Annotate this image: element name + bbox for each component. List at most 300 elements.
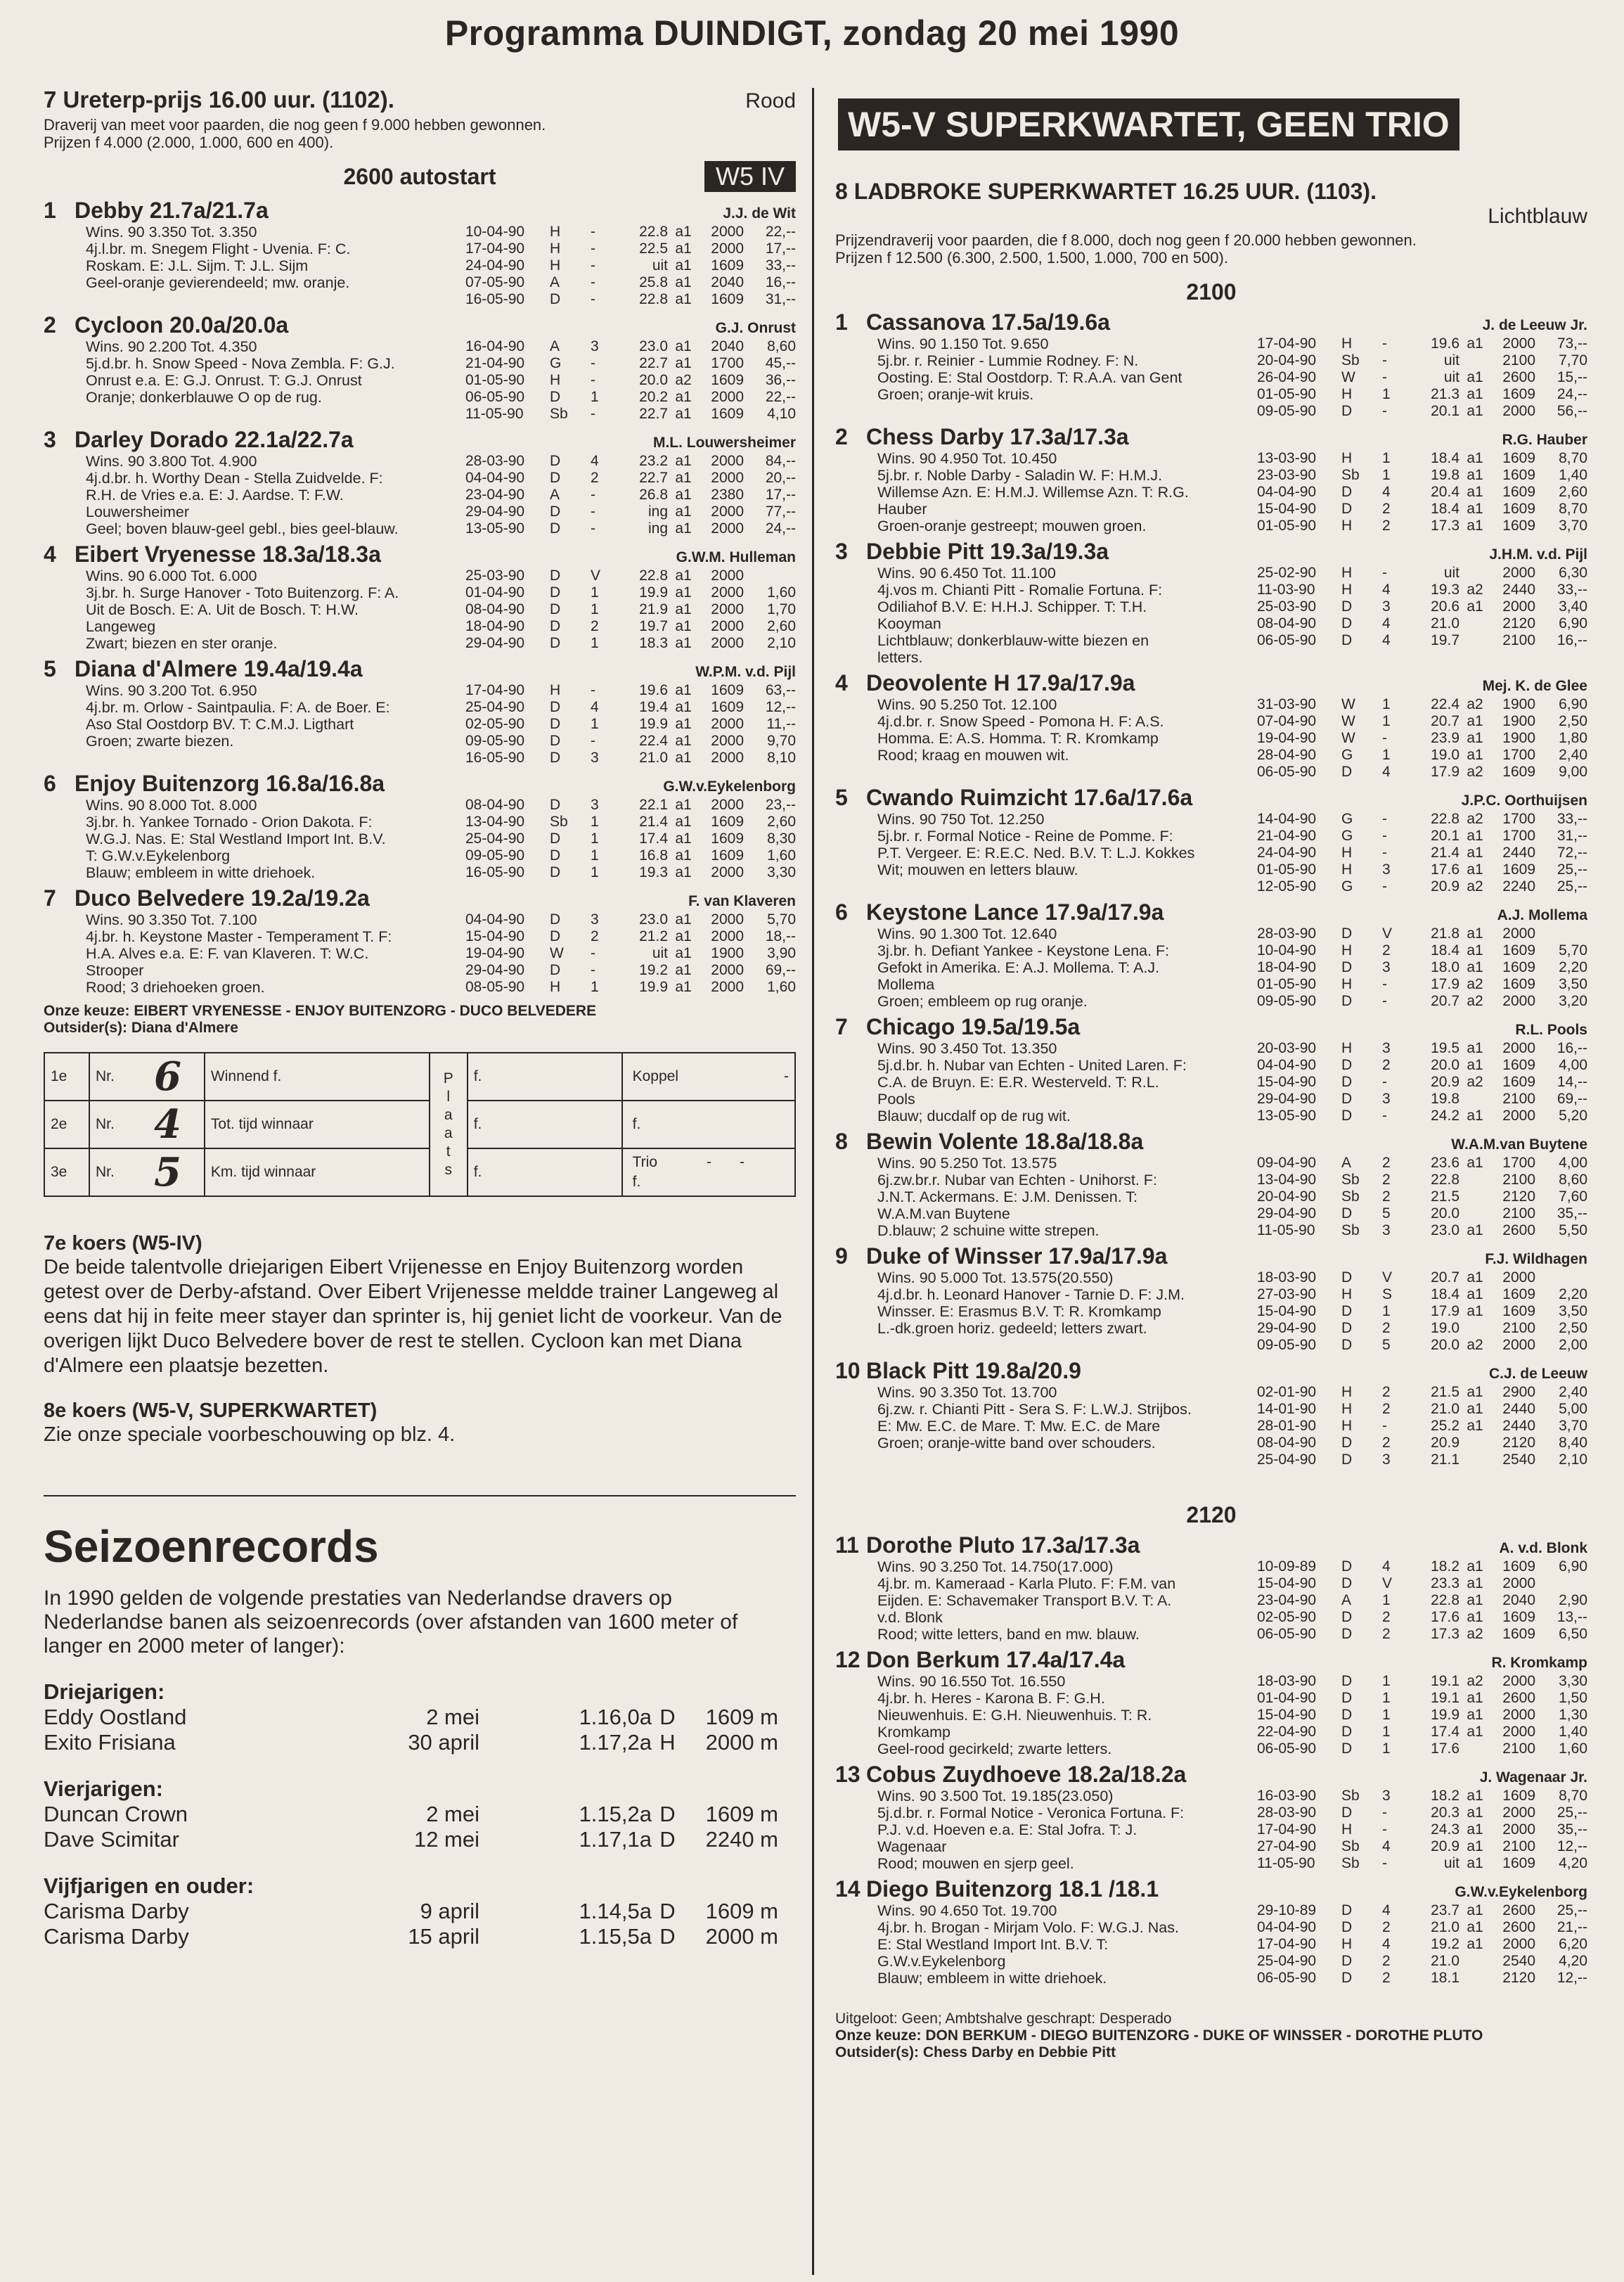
seizoen-record-cell: 1609 m	[705, 1899, 778, 1923]
result-cell: D	[550, 520, 561, 537]
result-cell: 25.8	[639, 274, 668, 290]
horse-info	[44, 682, 465, 767]
result-row	[1257, 1855, 1587, 1872]
result-cell: W	[1341, 713, 1355, 729]
result-cell: 17.4	[1431, 1724, 1459, 1740]
horse-header	[835, 1129, 1587, 1155]
result-row	[1257, 1902, 1587, 1919]
horse-info-line: Wins. 90 8.000 Tot. 8.000	[86, 797, 257, 814]
horse-body	[44, 911, 796, 996]
result-cell: G	[1341, 828, 1353, 844]
result-cell: 19.0	[1431, 1320, 1459, 1336]
horse-info	[835, 925, 1257, 1010]
horse-info-line: Wins. 90 5.250 Tot. 13.575	[877, 1155, 1057, 1172]
result-cell: D	[550, 635, 561, 651]
result-cell: 01-04-90	[465, 584, 525, 601]
horse-name: Duke of Winsser 17.9a/17.9a	[866, 1243, 1168, 1269]
result-cell: 6,50	[1559, 1626, 1587, 1642]
result-cell: Sb	[1341, 352, 1360, 368]
result-cell: 1	[591, 864, 599, 880]
seizoen-record-cell: Duncan Crown	[44, 1802, 188, 1826]
horse-results	[1257, 811, 1587, 895]
result-cell: 17.9	[1431, 976, 1459, 992]
horse-body	[835, 565, 1587, 666]
result-cell: -	[591, 945, 595, 961]
result-cell: D	[1341, 598, 1353, 615]
horse-info-line: Wins. 90 3.250 Tot. 14.750(17.000)	[877, 1558, 1114, 1575]
horse-info-line: L.-dk.groen horiz. gedeeld; letters zwart.	[877, 1320, 1147, 1337]
result-cell: 15-04-90	[1257, 1707, 1317, 1723]
result-cell: 21.8	[1431, 925, 1459, 942]
result-row	[1257, 747, 1587, 764]
result-cell: 2240	[1502, 878, 1535, 895]
horse-header	[835, 424, 1587, 450]
horse-info-line: H.A. Alves e.a. E: F. van Klaveren. T: W.C.	[86, 945, 369, 962]
result-row	[465, 962, 796, 979]
result-cell: 2	[1382, 1626, 1391, 1642]
horse-info-line: Wins. 90 6.450 Tot. 11.100	[877, 565, 1056, 582]
horse-info-line: v.d. Blonk	[877, 1609, 943, 1626]
result-cell: 11-03-90	[1257, 582, 1315, 598]
result-cell: 3,20	[1559, 993, 1587, 1009]
result-cell: D	[550, 911, 561, 928]
result-cell: 2440	[1502, 582, 1535, 598]
result-cell: 21.0	[1431, 1953, 1459, 1969]
horse-name: Darley Dorado 22.1a/22.7a	[75, 427, 354, 452]
result-cell: 2000	[711, 224, 744, 240]
result-cell: D	[550, 716, 561, 732]
result-cell: H	[1341, 518, 1353, 534]
result-cell: 21.9	[639, 601, 668, 617]
result-cell: 2	[1382, 1609, 1391, 1625]
horse-results	[1257, 696, 1587, 781]
result-cell: 20.7	[1431, 1269, 1459, 1286]
result-cell: 19.8	[1431, 1091, 1459, 1107]
result-cell: D	[550, 618, 561, 634]
result-row	[465, 733, 796, 750]
result-cell: a1	[1467, 1558, 1483, 1575]
seizoen-record-cell: 1.17,1a	[579, 1827, 652, 1852]
horse-info-line: Wins. 90 3.350 Tot. 7.100	[86, 911, 257, 928]
result-cell: 22,--	[765, 224, 796, 240]
horse-trainer: C.J. de Leeuw	[1488, 1366, 1587, 1382]
result-cell: 3	[1382, 1788, 1391, 1804]
seizoen-record-row	[44, 1705, 796, 1730]
horse-results	[1257, 450, 1587, 534]
koers7-text: De beide talentvolle driejarigen Eibert Vrijenesse en Enjoy Buitenzorg worden getest over de Derby-afstand. Over Eibert Vrijenesse meldde trainer Langeweg al eens dat hij in feite meer stayer dan sprinter is, hij geniet licht de voorkeur. Van de overigen lijkt Duco Belvedere bover de rest te stellen. Cycloon kan met Diana d'Almere een plaatsje bezetten.	[44, 1256, 782, 1377]
result-cell: 6,30	[1559, 565, 1587, 581]
result-cell: 28-03-90	[465, 453, 525, 469]
result-cell: 06-05-90	[1257, 764, 1317, 780]
horse-info-line: Groen-oranje gestreept; mouwen groen.	[877, 518, 1147, 534]
result-cell: V	[1382, 1269, 1393, 1286]
result-cell: 2	[1382, 1970, 1391, 1986]
result-cell: 15-04-90	[1257, 1303, 1317, 1319]
result-cell: D	[550, 291, 561, 307]
result-cell: 2000	[711, 389, 744, 405]
horse-results	[1257, 335, 1587, 420]
result-cell	[1459, 1741, 1490, 1757]
result-cell: a1	[1467, 1592, 1483, 1608]
result-row	[1257, 1838, 1587, 1855]
result-cell: 18.1	[1431, 1970, 1459, 1986]
result-cell: 18.2	[1431, 1558, 1459, 1575]
horse-body	[835, 925, 1587, 1010]
result-cell: 1609	[1502, 976, 1535, 992]
horse-entry	[44, 312, 796, 423]
horse-trainer: F.J. Wildhagen	[1485, 1251, 1587, 1267]
result-cell: a2	[1467, 993, 1483, 1009]
plaats-label: P l a a t s	[430, 1053, 468, 1196]
result-cell: 02-05-90	[1257, 1609, 1317, 1625]
result-row	[1257, 467, 1587, 484]
result-cell: 2100	[1502, 1320, 1535, 1336]
horse-results	[1257, 565, 1587, 666]
horse-info-line: Oosting. E: Stal Oostdorp. T: R.A.A. van Gent	[877, 369, 1182, 386]
result-cell: D	[1341, 1451, 1353, 1468]
result-cell: uit	[1443, 565, 1459, 581]
result-cell: 1	[1382, 450, 1391, 466]
horse-info	[835, 1155, 1257, 1239]
result-cell: 1609	[1502, 764, 1535, 780]
result-cell: 8,30	[767, 831, 796, 847]
race7-color: Rood	[745, 89, 796, 113]
horse-info-line: 5j.br. r. Reinier - Lummie Rodney. F: N.	[877, 352, 1139, 369]
horse-info-line: Wins. 90 5.000 Tot. 13.575(20.550)	[877, 1269, 1114, 1286]
horse-trainer: G.W.v.Eykelenborg	[1455, 1884, 1587, 1900]
result-cell: D	[550, 864, 561, 880]
result-cell: 16,--	[765, 274, 796, 290]
result-cell: 3,90	[767, 945, 796, 961]
result-cell: a1	[1467, 1838, 1483, 1854]
result-row	[1257, 1418, 1587, 1435]
result-cell: 10-09-89	[1257, 1558, 1317, 1575]
result-row	[1257, 1435, 1587, 1451]
result-cell: 01-05-90	[1257, 861, 1317, 878]
horse-info-line: 4j.d.br. h. Worthy Dean - Stella Zuidvelde. F:	[86, 470, 383, 487]
result-cell: D	[1341, 1902, 1353, 1918]
result-cell: 22.4	[1431, 696, 1459, 712]
horse-info-line: J.N.T. Ackermans. E: J.M. Denissen. T:	[877, 1188, 1138, 1205]
result-cell: 15-04-90	[1257, 1575, 1317, 1591]
horse-header	[44, 427, 796, 453]
result-cell: D	[550, 962, 561, 978]
result-cell: a1	[675, 962, 692, 978]
horse-info-line: Blauw; embleem in witte driehoek.	[877, 1970, 1107, 1987]
horse-info	[835, 565, 1257, 666]
result-cell: 2100	[1502, 352, 1535, 368]
horse-info-line: Pools	[877, 1091, 915, 1108]
horse-entry	[835, 1358, 1587, 1468]
result-cell: D	[550, 584, 561, 601]
result-cell: Sb	[1341, 1188, 1360, 1205]
horse-trainer: R. Kromkamp	[1491, 1655, 1587, 1671]
seizoen-record-cell: D	[659, 1827, 676, 1852]
result-cell: a1	[1467, 1902, 1483, 1918]
result-cell: 29-04-90	[1257, 1320, 1317, 1336]
result-row	[465, 750, 796, 767]
result-cell: 2000	[711, 928, 744, 944]
result-cell: a1	[1467, 501, 1483, 517]
result-cell: 2540	[1502, 1953, 1535, 1969]
result-cell	[1535, 1269, 1587, 1286]
result-nr: Nr.	[89, 1101, 148, 1148]
result-label: Winnend f.	[205, 1053, 430, 1101]
horse-info-line: Geel; boven blauw-geel gebl., bies geel-blauw.	[86, 520, 399, 537]
horse-info-line: R.H. de Vries e.a. E: J. Aardse. T: F.W.	[86, 487, 344, 504]
trio-cell: Trio - - f.	[622, 1148, 795, 1196]
horse-info-line: Kooyman	[877, 615, 941, 632]
result-cell: D	[1341, 764, 1353, 780]
result-cell: 20.9	[1431, 878, 1459, 895]
result-cell: 2000	[711, 750, 744, 766]
result-cell: G	[550, 355, 562, 371]
result-cell: 2000	[1502, 1040, 1535, 1056]
horse-header	[835, 1647, 1587, 1673]
horse-entry	[44, 427, 796, 537]
result-cell: 2,10	[1559, 1451, 1587, 1468]
seizoen-record-cell: 12 mei	[413, 1827, 479, 1852]
result-cell: 24,--	[765, 520, 796, 537]
horse-name: Bewin Volente 18.8a/18.8a	[866, 1129, 1144, 1154]
result-cell: a1	[1467, 1855, 1483, 1871]
result-row	[465, 470, 796, 487]
result-cell: Sb	[550, 814, 568, 830]
result-cell: 1609	[1502, 1626, 1535, 1642]
result-row	[1257, 1741, 1587, 1757]
result-cell: D	[550, 847, 561, 864]
horse-trainer: J.J. de Wit	[723, 205, 796, 222]
result-cell: 09-05-90	[465, 847, 525, 864]
result-cell: a2	[1467, 582, 1483, 598]
seizoen-intro: In 1990 gelden de volgende prestaties van Nederlandse dravers op Nederlandse banen als seizoenrecords (over afstanden van 1600 meter of langer en 2000 meter of langer):	[44, 1586, 738, 1658]
seizoen-record-cell: 30 april	[408, 1730, 479, 1755]
horse-number: 5	[835, 785, 848, 810]
result-cell: 33,--	[1557, 811, 1587, 827]
horse-info-line: W.A.M.van Buytene	[877, 1205, 1010, 1222]
result-cell: 1609	[1502, 942, 1535, 959]
result-cell: 1,70	[767, 601, 796, 617]
result-cell: D	[1341, 1609, 1353, 1625]
result-cell: 2000	[711, 453, 744, 469]
result-cell: a2	[1467, 976, 1483, 992]
horse-info-line: 4j.vos m. Chianti Pitt - Romalie Fortuna. F:	[877, 582, 1163, 598]
result-cell: 27-04-90	[1257, 1838, 1317, 1854]
horse-info	[835, 1040, 1257, 1124]
result-cell: D	[550, 504, 561, 520]
horse-header	[835, 1532, 1587, 1558]
result-cell: a1	[1467, 386, 1483, 402]
koers7-heading: 7e koers (W5-IV)	[44, 1232, 202, 1255]
result-cell: 15-04-90	[1257, 1074, 1317, 1090]
result-cell: 2000	[1502, 1269, 1535, 1286]
section-rule	[44, 1495, 796, 1496]
result-cell: 1609	[1502, 1609, 1535, 1625]
result-cell: a1	[675, 355, 692, 371]
result-cell: D	[1341, 1919, 1353, 1935]
result-cell: 5,50	[1559, 1222, 1587, 1238]
horse-info-line: E: Mw. E.C. de Mare. T: Mw. E.C. de Mare	[877, 1418, 1161, 1435]
result-cell: a1	[675, 928, 692, 944]
result-cell: H	[550, 372, 561, 388]
result-cell: 19.9	[639, 979, 668, 995]
result-row	[1257, 1057, 1587, 1074]
seizoen-title: Seizoenrecords	[44, 1521, 379, 1572]
result-row	[1257, 386, 1587, 403]
result-cell: 2000	[711, 520, 744, 537]
horse-info-line: Eijden. E: Schavemaker Transport B.V. T: A.	[877, 1592, 1172, 1609]
result-cell: 17-04-90	[465, 241, 525, 257]
result-cell: 23-04-90	[465, 487, 525, 503]
result-cell: D	[550, 453, 561, 469]
result-cell: 22.7	[639, 470, 668, 486]
result-cell: a2	[675, 372, 692, 388]
result-cell: 01-05-90	[465, 372, 525, 388]
result-cell: 21.0	[1431, 1401, 1459, 1417]
result-cell: a1	[675, 750, 692, 766]
result-cell: Sb	[1341, 1855, 1360, 1871]
result-cell: 25,--	[1557, 1902, 1587, 1918]
result-cell: 16,--	[1557, 632, 1587, 648]
result-cell: H	[1341, 450, 1353, 466]
result-row	[465, 928, 796, 945]
result-row	[1257, 1303, 1587, 1320]
result-row	[1257, 1337, 1587, 1354]
horse-info-line: Wins. 90 3.200 Tot. 6.950	[86, 682, 257, 699]
result-cell: 21.0	[639, 750, 668, 766]
result-cell: a1	[675, 831, 692, 847]
result-cell: 1609	[1502, 1558, 1535, 1575]
horse-info-line: 3j.br. h. Surge Hanover - Toto Buitenzorg. F: A.	[86, 584, 399, 601]
result-cell: 1	[591, 584, 599, 601]
result-cell: 1609	[711, 699, 744, 715]
result-cell: 20.6	[1431, 598, 1459, 615]
horse-number: 10	[835, 1358, 861, 1383]
result-cell: a1	[675, 487, 692, 503]
horse-info-line: Uit de Bosch. E: A. Uit de Bosch. T: H.W.	[86, 601, 359, 618]
result-cell: 28-01-90	[1257, 1418, 1317, 1434]
horse-info-line: Lichtblauw; donkerblauw-witte biezen en	[877, 632, 1149, 649]
result-cell: 19.9	[1431, 1707, 1459, 1723]
horse-trainer: W.P.M. v.d. Pijl	[695, 664, 796, 680]
result-cell: 17.6	[1431, 861, 1459, 878]
result-cell: S	[1382, 1286, 1393, 1302]
result-cell: 1	[1382, 713, 1391, 729]
result-cell: 3,50	[1559, 976, 1587, 992]
result-cell: D	[1341, 1953, 1353, 1969]
horse-info-line: T: G.W.v.Eykelenborg	[86, 847, 231, 864]
result-cell: 17-04-90	[1257, 1821, 1317, 1838]
result-cell: 18.4	[1431, 1286, 1459, 1302]
result-cell: 2000	[711, 601, 744, 617]
result-cell: 8,70	[1559, 501, 1587, 517]
result-row	[1257, 352, 1587, 369]
result-cell: 1,40	[1559, 1724, 1587, 1740]
result-row	[1257, 1724, 1587, 1741]
seizoen-record-cell: 2 mei	[426, 1705, 479, 1729]
horse-info-line: Blauw; ducdalf op de rug wit.	[877, 1108, 1071, 1124]
result-cell: W	[1341, 696, 1355, 712]
result-cell: 22.8	[1431, 1592, 1459, 1608]
result-cell: 1609	[711, 372, 744, 388]
result-cell: a1	[675, 241, 692, 257]
result-cell: 2000	[711, 797, 744, 813]
plaats-f: f.	[468, 1148, 622, 1196]
result-cell: a1	[1467, 1724, 1483, 1740]
result-cell: 17.3	[1431, 518, 1459, 534]
result-cell: -	[1382, 1108, 1387, 1124]
result-cell: 13-04-90	[1257, 1172, 1317, 1188]
result-cell: -	[1382, 1805, 1387, 1821]
horse-info-line: Groen; oranje-witte band over schouders.	[877, 1435, 1156, 1451]
result-cell: A	[550, 338, 560, 354]
result-cell	[744, 568, 796, 584]
result-cell: 23.6	[1431, 1155, 1459, 1171]
seizoen-record-cell: D	[659, 1899, 676, 1923]
result-cell: D	[1341, 632, 1353, 648]
result-cell: D	[550, 601, 561, 617]
result-row	[1257, 696, 1587, 713]
result-cell: D	[1341, 1970, 1353, 1986]
result-cell: 10-04-90	[1257, 942, 1317, 959]
result-cell	[1459, 632, 1490, 649]
result-cell: D	[1341, 1108, 1353, 1124]
result-cell: 2000	[711, 733, 744, 749]
result-cell: 13,--	[1557, 1609, 1587, 1625]
result-cell: 1609	[1502, 484, 1535, 500]
result-cell: 09-05-90	[465, 733, 525, 749]
result-cell: 04-04-90	[465, 470, 525, 486]
horse-results	[465, 797, 796, 881]
result-row	[465, 389, 796, 406]
horse-results	[465, 568, 796, 652]
result-cell: a1	[675, 797, 692, 813]
result-cell: -	[591, 274, 595, 290]
result-cell: H	[550, 241, 561, 257]
result-cell: 3	[591, 797, 599, 813]
result-cell: 06-05-90	[1257, 632, 1317, 648]
horse-name: Keystone Lance 17.9a/17.9a	[866, 899, 1164, 925]
result-row	[465, 504, 796, 520]
horse-info-line: Rood; mouwen en sjerp geel.	[877, 1855, 1074, 1872]
result-pos: 1e	[44, 1053, 89, 1101]
horse-number: 6	[44, 771, 56, 796]
result-row	[1257, 1320, 1587, 1337]
result-cell: 17.6	[1431, 1609, 1459, 1625]
horse-body	[835, 1384, 1587, 1468]
koppel-f: f.	[622, 1101, 795, 1148]
horse-header	[44, 312, 796, 338]
horse-trainer: J.H.M. v.d. Pijl	[1489, 546, 1587, 563]
horse-name: Diego Buitenzorg 18.1 /18.1	[866, 1876, 1159, 1902]
result-row	[1257, 598, 1587, 615]
result-cell: W	[1341, 369, 1355, 385]
result-row	[1257, 1690, 1587, 1707]
seizoen-groups	[44, 1679, 796, 1949]
result-row	[465, 355, 796, 372]
result-cell: 2000	[711, 241, 744, 257]
result-cell: D	[1341, 1205, 1353, 1222]
result-cell: 3,40	[1559, 598, 1587, 615]
result-cell: -	[591, 224, 595, 240]
result-cell: 1	[591, 716, 599, 732]
horse-info-line: Louwersheimer	[86, 504, 189, 520]
result-cell: 19.6	[1431, 335, 1459, 352]
seizoen-record-cell: D	[659, 1924, 676, 1949]
result-row	[1257, 582, 1587, 598]
horse-info-line: 4j.l.br. m. Snegem Flight - Uvenia. F: C.	[86, 241, 351, 257]
result-cell: 3,30	[767, 864, 796, 880]
